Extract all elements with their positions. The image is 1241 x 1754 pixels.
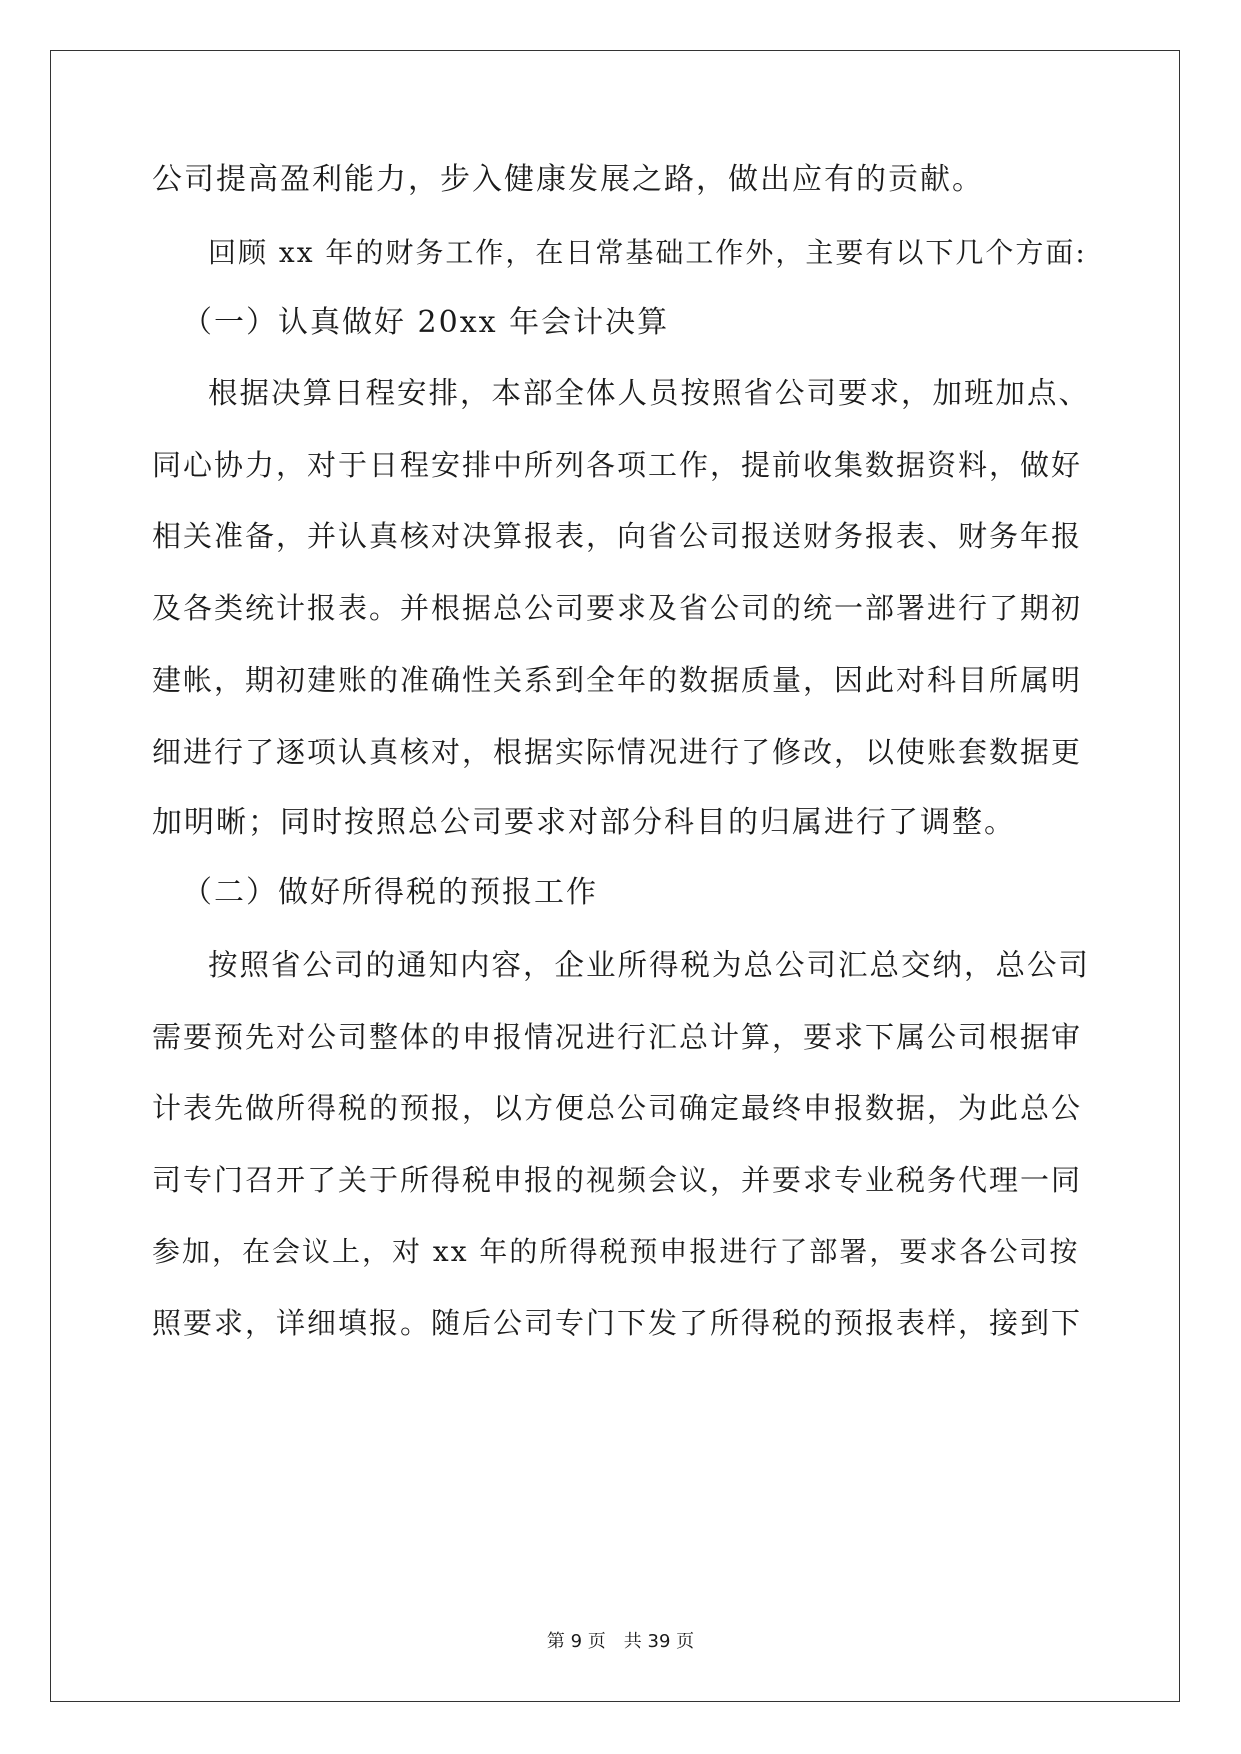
text-line-13: 需要预先对公司整体的申报情况进行汇总计算，要求下属公司根据审 — [152, 1020, 1083, 1054]
text-line-12: 按照省公司的通知内容，企业所得税为总公司汇总交纳，总公司 — [208, 948, 1091, 982]
section-heading-2: （二）做好所得税的预报工作 — [182, 875, 598, 910]
text-line-9: 细进行了逐项认真核对，根据实际情况进行了修改，以使账套数据更 — [152, 735, 1083, 769]
text-line-2: 回顾 xx 年的财务工作，在日常基础工作外，主要有以下几个方面: — [208, 236, 1087, 269]
text-line-17: 照要求，详细填报。随后公司专门下发了所得税的预报表样，接到下 — [152, 1306, 1083, 1340]
text-line-4: 根据决算日程安排，本部全体人员按照省公司要求，加班加点、 — [208, 376, 1091, 410]
text-line-16: 参加，在会议上，对 xx 年的所得税预申报进行了部署，要求各公司按 — [152, 1235, 1080, 1268]
text-line-5: 同心协力，对于日程安排中所列各项工作，提前收集数据资料，做好 — [152, 448, 1083, 482]
text-line-7: 及各类统计报表。并根据总公司要求及省公司的统一部署进行了期初 — [152, 591, 1083, 625]
text-line-15: 司专门召开了关于所得税申报的视频会议，并要求专业税务代理一同 — [152, 1163, 1083, 1197]
text-line-8: 建帐，期初建账的准确性关系到全年的数据质量，因此对科目所属明 — [152, 663, 1083, 697]
text-line-1: 公司提高盈利能力，步入健康发展之路，做出应有的贡献。 — [152, 162, 984, 197]
section-heading-1: （一）认真做好 20xx 年会计决算 — [182, 305, 670, 340]
page-number-footer: 第 9 页 共 39 页 — [546, 1631, 695, 1652]
text-line-14: 计表先做所得税的预报，以方便总公司确定最终申报数据，为此总公 — [152, 1091, 1083, 1125]
text-line-6: 相关准备，并认真核对决算报表，向省公司报送财务报表、财务年报 — [152, 519, 1083, 553]
text-line-10: 加明晰；同时按照总公司要求对部分科目的归属进行了调整。 — [152, 805, 1016, 840]
